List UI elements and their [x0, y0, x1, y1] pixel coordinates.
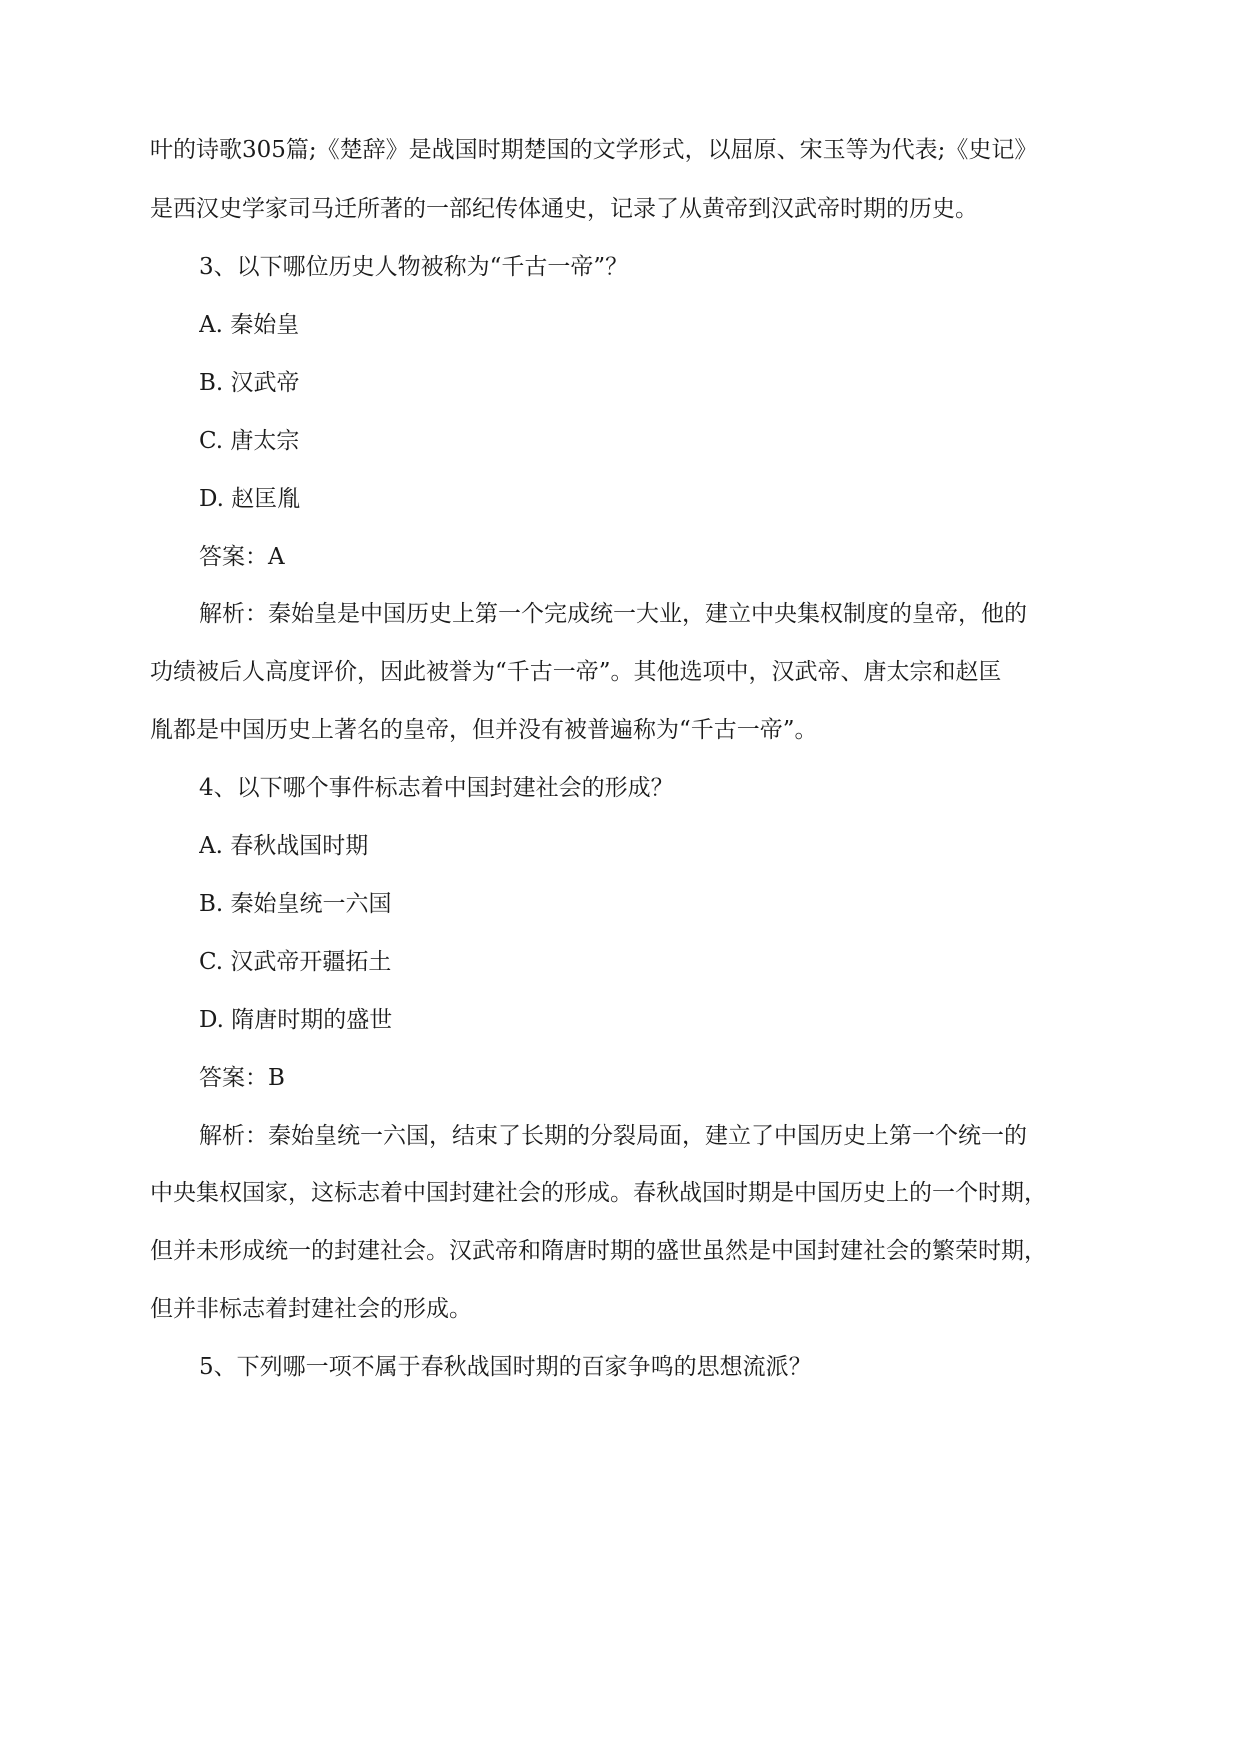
q3-option-c: C. 唐太宗 [199, 428, 300, 454]
question-4: 4、以下哪个事件标志着中国封建社会的形成？ [199, 775, 674, 801]
question-5: 5、下列哪一项不属于春秋战国时期的百家争鸣的思想流派？ [199, 1354, 812, 1380]
q3-analysis-line: 解析：秦始皇是中国历史上第一个完成统一大业，建立中央集权制度的皇帝，他的 [199, 601, 1027, 627]
q4-answer: 答案：B [199, 1065, 285, 1091]
q4-option-c: C. 汉武帝开疆拓土 [199, 949, 392, 975]
q3-option-d: D. 赵匡胤 [199, 486, 301, 512]
q3-analysis-line: 胤都是中国历史上著名的皇帝，但并没有被普遍称为“千古一帝”。 [150, 717, 818, 743]
q3-option-a: A. 秦始皇 [199, 312, 300, 338]
intro-text-line: 叶的诗歌305篇;《楚辞》是战国时期楚国的文学形式，以屈原、宋玉等为代表;《史记》 [150, 137, 1038, 163]
q4-analysis-line: 解析：秦始皇统一六国，结束了长期的分裂局面，建立了中国历史上第一个统一的 [199, 1123, 1027, 1149]
q4-option-d: D. 隋唐时期的盛世 [199, 1007, 393, 1033]
intro-text-line: 是西汉史学家司马迁所著的一部纪传体通史，记录了从黄帝到汉武帝时期的历史。 [150, 196, 978, 222]
q4-option-a: A. 春秋战国时期 [199, 833, 369, 859]
q3-option-b: B. 汉武帝 [199, 370, 300, 396]
q4-analysis-line: 但并非标志着封建社会的形成。 [150, 1296, 472, 1322]
question-3: 3、以下哪位历史人物被称为“千古一帝”？ [199, 254, 629, 280]
q3-analysis-line: 功绩被后人高度评价，因此被誉为“千古一帝”。其他选项中，汉武帝、唐太宗和赵匡 [150, 659, 1002, 685]
q4-analysis-line: 中央集权国家，这标志着中国封建社会的形成。春秋战国时期是中国历史上的一个时期， [150, 1180, 1047, 1206]
q3-answer: 答案：A [199, 544, 285, 570]
q4-analysis-line: 但并未形成统一的封建社会。汉武帝和隋唐时期的盛世虽然是中国封建社会的繁荣时期， [150, 1238, 1047, 1264]
q4-option-b: B. 秦始皇统一六国 [199, 891, 392, 917]
